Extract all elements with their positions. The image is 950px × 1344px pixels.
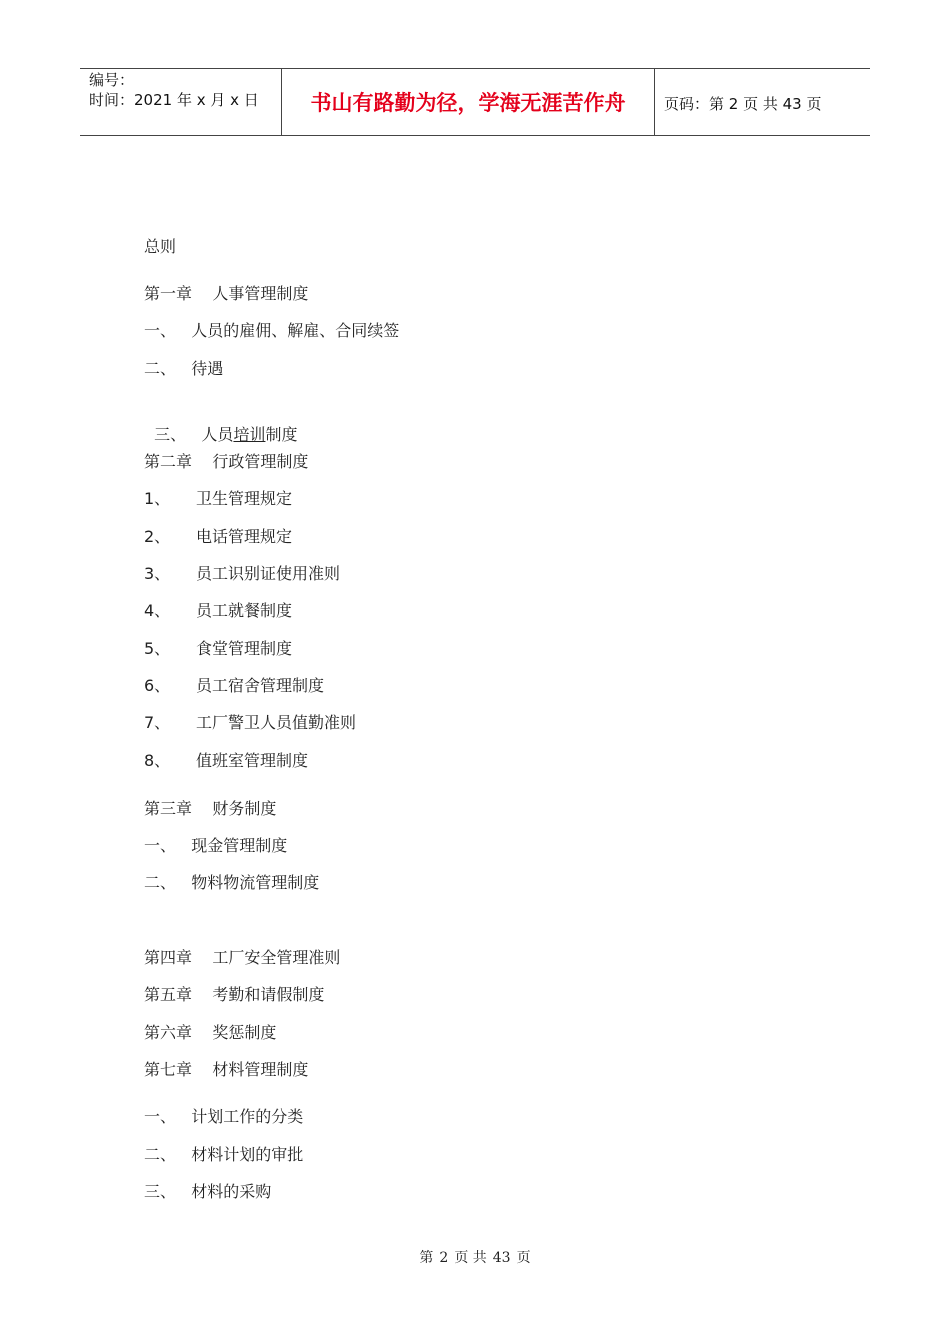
- header-divider-right: [654, 68, 655, 136]
- toc-numbered-line: [144, 639, 292, 659]
- toc-numbered-line: [144, 601, 292, 621]
- toc-number: 8、: [144, 751, 171, 770]
- toc-number: 5、: [144, 639, 171, 658]
- toc-line: 总则: [144, 237, 177, 256]
- toc-line: 二、 物料物流管理制度: [144, 873, 320, 892]
- toc-numbered-line: [144, 676, 324, 696]
- toc-line-prefix: 三、 人员: [154, 425, 234, 444]
- header-page-info: 页码：第 2 页 共 43 页: [664, 95, 822, 113]
- toc-number: 7、: [144, 713, 171, 732]
- footer-total-pages: 43: [492, 1250, 511, 1266]
- toc-line: 第一章 人事管理制度: [144, 284, 309, 303]
- toc-item: 员工宿舍管理制度: [196, 676, 325, 695]
- toc-numbered-line: [144, 713, 356, 733]
- toc-line: 二、 材料计划的审批: [144, 1145, 304, 1164]
- toc-line: 第三章 财务制度: [144, 799, 277, 818]
- footer-page-number: 2: [439, 1250, 449, 1266]
- toc-number: 1、: [144, 489, 171, 508]
- toc-line: 一、 人员的雇佣、解雇、合同续签: [144, 321, 400, 340]
- toc-item: 员工识别证使用准则: [196, 564, 341, 583]
- toc-number: 4、: [144, 601, 171, 620]
- toc-line: 一、 现金管理制度: [144, 836, 288, 855]
- footer-prefix: 第: [419, 1250, 434, 1266]
- toc-link-training[interactable]: 培训: [233, 425, 266, 444]
- header-meta: [89, 70, 259, 110]
- toc-item: 电话管理规定: [196, 527, 293, 546]
- toc-line: 一、 计划工作的分类: [144, 1107, 304, 1126]
- toc-number: 2、: [144, 527, 171, 546]
- toc-number: 3、: [144, 564, 171, 583]
- toc-numbered-line: [144, 751, 308, 771]
- toc-numbered-line: [144, 564, 340, 584]
- toc-numbered-line: [144, 527, 292, 547]
- toc-line: 第六章 奖惩制度: [144, 1023, 277, 1042]
- toc-number: 6、: [144, 676, 171, 695]
- toc-line: 第四章 工厂安全管理准则: [144, 948, 341, 967]
- toc-line: [144, 405, 297, 445]
- footer-mid: 页 共: [454, 1250, 487, 1266]
- toc-item: 工厂警卫人员值勤准则: [196, 713, 357, 732]
- toc-line: 三、 材料的采购: [144, 1182, 272, 1201]
- toc-item: 卫生管理规定: [196, 489, 293, 508]
- footer-suffix: 页: [516, 1250, 531, 1266]
- page-footer: [0, 1247, 950, 1267]
- toc-line: 第五章 考勤和请假制度: [144, 985, 325, 1004]
- header-motto: 书山有路勤为径，学海无涯苦作舟: [310, 91, 626, 115]
- toc-item: 员工就餐制度: [196, 601, 293, 620]
- header-number-label: 编号：: [89, 71, 135, 89]
- toc-item: 值班室管理制度: [196, 751, 309, 770]
- toc-line-suffix: 制度: [265, 425, 298, 444]
- toc-item: 食堂管理制度: [196, 639, 293, 658]
- toc-line: 第二章 行政管理制度: [144, 452, 309, 471]
- toc-numbered-line: [144, 489, 292, 509]
- header-time-label: 时间：2021 年 x 月 x 日: [89, 91, 259, 109]
- toc-line: 二、 待遇: [144, 359, 224, 378]
- toc-line: 第七章 材料管理制度: [144, 1060, 309, 1079]
